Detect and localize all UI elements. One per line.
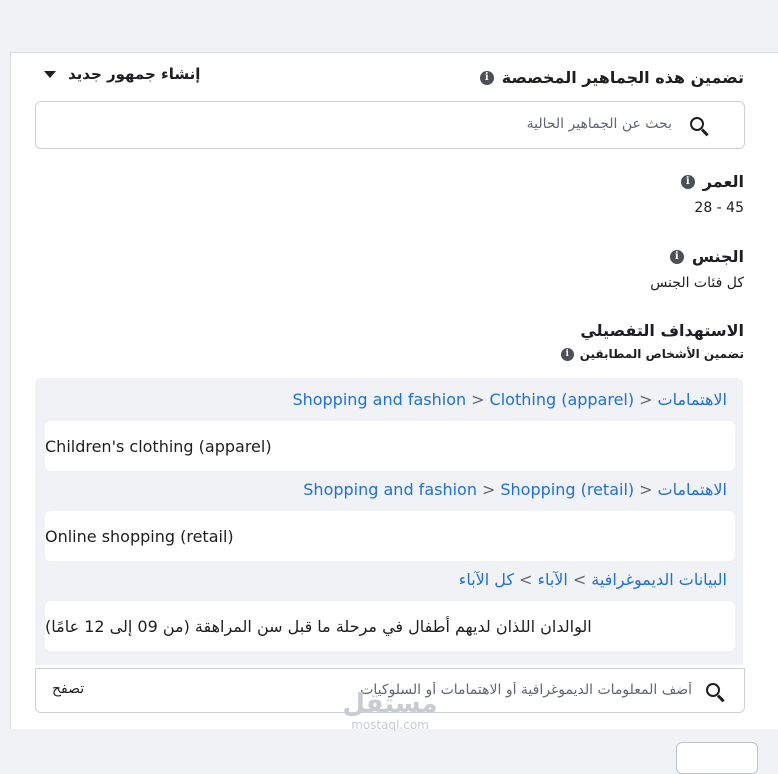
breadcrumb-item[interactable]: Shopping and fashion: [292, 390, 467, 409]
audience-search-input[interactable]: [150, 115, 674, 133]
targeting-item[interactable]: [45, 601, 735, 651]
search-icon: [690, 117, 704, 131]
custom-audiences-title: تضمين هذه الجماهير المخصصة: [501, 68, 744, 87]
age-label: العمر: [702, 172, 744, 191]
breadcrumb-item[interactable]: Shopping and fashion: [303, 480, 477, 499]
breadcrumb-item[interactable]: Clothing (apparel): [489, 390, 635, 409]
breadcrumb-item[interactable]: Shopping (retail): [500, 480, 635, 499]
detailed-targeting-heading: [580, 321, 744, 340]
targeting-item[interactable]: [45, 421, 735, 471]
watermark-arabic: مستقل: [342, 689, 438, 719]
breadcrumb-item[interactable]: الاهتمامات: [657, 390, 727, 409]
include-matching-heading: [561, 347, 744, 361]
age-value: 28 - 45: [694, 200, 744, 216]
age-heading: [681, 172, 744, 191]
info-icon[interactable]: i: [681, 175, 695, 189]
targeting-item-label: Children's clothing (apparel): [45, 436, 272, 456]
breadcrumb: الاهتمامات<Shopping (retail)<Shopping and fashion: [303, 480, 727, 499]
watermark-latin: mostaql.com: [351, 718, 429, 732]
breadcrumb: الاهتمامات<Clothing (apparel)<Shopping and fashion: [292, 390, 727, 409]
info-icon[interactable]: i: [480, 71, 494, 85]
targeting-list: [35, 378, 743, 665]
partial-footer-button[interactable]: [676, 742, 758, 774]
browse-button[interactable]: تصفح: [52, 681, 85, 697]
targeting-item-label: Online shopping (retail): [45, 526, 234, 546]
create-new-audience-button[interactable]: [44, 62, 200, 86]
watermark: [340, 690, 440, 732]
caret-down-icon: [44, 71, 56, 78]
info-icon[interactable]: i: [670, 250, 684, 264]
custom-audiences-heading: [480, 68, 744, 87]
create-new-audience-label: إنشاء جمهور جديد: [68, 65, 201, 83]
breadcrumb-item[interactable]: البيانات الديموغرافية: [591, 570, 727, 589]
info-icon[interactable]: i: [561, 348, 574, 361]
include-matching-label: تضمين الأشخاص المطابقين: [579, 347, 744, 361]
breadcrumb-item[interactable]: الاهتمامات: [657, 480, 727, 499]
search-icon: [706, 683, 720, 697]
add-targeting-input[interactable]: [270, 681, 694, 699]
targeting-item-label: الوالدان اللذان لديهم أطفال في مرحلة ما قبل سن المراهقة (من 09 إلى 12 عامًا): [45, 616, 592, 636]
audience-search-box[interactable]: [35, 101, 745, 149]
breadcrumb-item[interactable]: كل الآباء: [458, 570, 515, 589]
gender-value: كل فئات الجنس: [650, 275, 744, 291]
gender-heading: [670, 247, 744, 266]
breadcrumb: البيانات الديموغرافية>الآباء>كل الآباء: [458, 570, 727, 589]
detailed-targeting-title: الاستهداف التفصيلي: [580, 321, 744, 340]
gender-label: الجنس: [691, 247, 744, 266]
breadcrumb-item[interactable]: الآباء: [537, 570, 568, 589]
targeting-item[interactable]: [45, 511, 735, 561]
